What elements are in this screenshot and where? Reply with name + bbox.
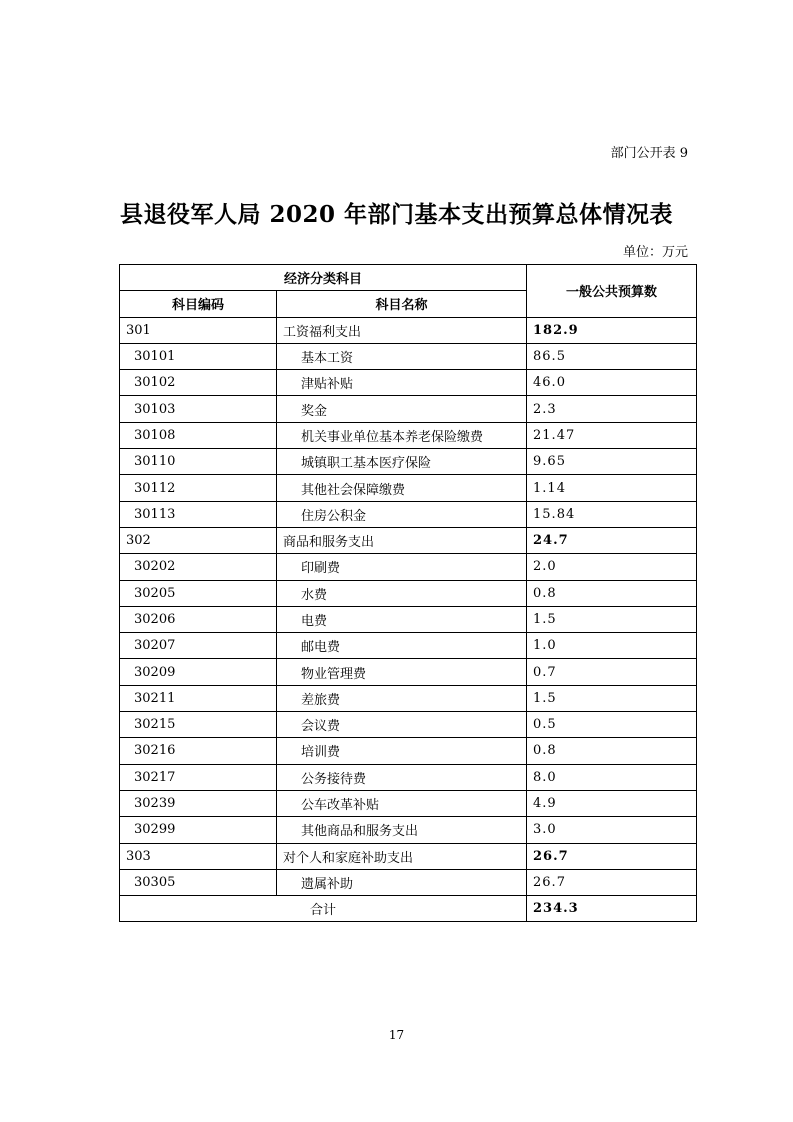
row-amount: 2.0	[527, 554, 697, 580]
row-code: 30202	[120, 554, 277, 580]
row-code: 30110	[120, 449, 277, 475]
row-amount: 1.0	[527, 633, 697, 659]
row-amount: 15.84	[527, 501, 697, 527]
table-row	[120, 633, 697, 659]
row-amount: 2.3	[527, 396, 697, 422]
table-row	[120, 449, 697, 475]
row-code: 30102	[120, 370, 277, 396]
row-name: 津贴补贴	[277, 370, 527, 396]
row-code: 30205	[120, 580, 277, 606]
row-code: 30305	[120, 869, 277, 895]
row-name: 电费	[277, 606, 527, 632]
row-code: 30239	[120, 790, 277, 816]
row-amount: 26.7	[527, 869, 697, 895]
table-row	[120, 343, 697, 369]
row-code: 302	[120, 527, 277, 553]
row-amount: 21.47	[527, 422, 697, 448]
table-row	[120, 738, 697, 764]
row-name: 商品和服务支出	[277, 527, 527, 553]
table-body	[120, 317, 697, 896]
row-name: 水费	[277, 580, 527, 606]
row-name: 基本工资	[277, 343, 527, 369]
row-name: 印刷费	[277, 554, 527, 580]
budget-table	[119, 264, 697, 922]
row-name: 其他商品和服务支出	[277, 817, 527, 843]
row-code: 30103	[120, 396, 277, 422]
table-row	[120, 475, 697, 501]
total-row	[120, 896, 697, 922]
table-row	[120, 659, 697, 685]
row-name: 邮电费	[277, 633, 527, 659]
table-row	[120, 580, 697, 606]
unit-label: 单位：万元	[622, 245, 688, 260]
row-amount: 1.5	[527, 685, 697, 711]
row-name: 会议费	[277, 712, 527, 738]
row-amount: 4.9	[527, 790, 697, 816]
table-row	[120, 843, 697, 869]
row-code: 30108	[120, 422, 277, 448]
row-name: 住房公积金	[277, 501, 527, 527]
row-code: 30206	[120, 606, 277, 632]
page-number: 17	[388, 1028, 405, 1042]
row-name: 遗属补助	[277, 869, 527, 895]
row-name: 工资福利支出	[277, 317, 527, 343]
row-code: 30216	[120, 738, 277, 764]
row-code: 30217	[120, 764, 277, 790]
row-amount: 0.7	[527, 659, 697, 685]
row-name: 公务接待费	[277, 764, 527, 790]
header-code: 科目编码	[120, 291, 277, 317]
row-amount: 1.5	[527, 606, 697, 632]
row-amount: 1.14	[527, 475, 697, 501]
total-amount: 234.3	[527, 896, 697, 922]
row-name: 对个人和家庭补助支出	[277, 843, 527, 869]
table-row	[120, 764, 697, 790]
table-row	[120, 790, 697, 816]
row-code: 303	[120, 843, 277, 869]
row-amount: 26.7	[527, 843, 697, 869]
row-code: 30113	[120, 501, 277, 527]
table-row	[120, 554, 697, 580]
table-row	[120, 869, 697, 895]
row-amount: 182.9	[527, 317, 697, 343]
row-amount: 8.0	[527, 764, 697, 790]
page-label: 部门公开表 9	[610, 146, 688, 161]
row-name: 机关事业单位基本养老保险缴费	[277, 422, 527, 448]
row-amount: 9.65	[527, 449, 697, 475]
row-code: 30112	[120, 475, 277, 501]
row-name: 差旅费	[277, 685, 527, 711]
table-row	[120, 370, 697, 396]
row-name: 物业管理费	[277, 659, 527, 685]
row-name: 城镇职工基本医疗保险	[277, 449, 527, 475]
row-amount: 0.8	[527, 738, 697, 764]
total-label: 合计	[120, 896, 527, 922]
row-code: 30209	[120, 659, 277, 685]
row-code: 301	[120, 317, 277, 343]
table-row	[120, 317, 697, 343]
row-code: 30101	[120, 343, 277, 369]
table-row	[120, 606, 697, 632]
table-row	[120, 422, 697, 448]
document-title: 县退役军人局 2020 年部门基本支出预算总体情况表	[119, 201, 674, 228]
row-name: 公车改革补贴	[277, 790, 527, 816]
row-code: 30299	[120, 817, 277, 843]
table-row	[120, 396, 697, 422]
header-amount: 一般公共预算数	[527, 265, 697, 318]
table-row	[120, 685, 697, 711]
row-amount: 0.8	[527, 580, 697, 606]
row-code: 30215	[120, 712, 277, 738]
row-amount: 46.0	[527, 370, 697, 396]
row-name: 其他社会保障缴费	[277, 475, 527, 501]
row-name: 奖金	[277, 396, 527, 422]
header-row-1	[120, 265, 697, 291]
row-amount: 0.5	[527, 712, 697, 738]
table-row	[120, 712, 697, 738]
row-amount: 24.7	[527, 527, 697, 553]
row-code: 30207	[120, 633, 277, 659]
table-row	[120, 817, 697, 843]
header-name: 科目名称	[277, 291, 527, 317]
row-name: 培训费	[277, 738, 527, 764]
row-amount: 3.0	[527, 817, 697, 843]
row-code: 30211	[120, 685, 277, 711]
table-row	[120, 501, 697, 527]
row-amount: 86.5	[527, 343, 697, 369]
header-group: 经济分类科目	[120, 265, 527, 291]
table-row	[120, 527, 697, 553]
